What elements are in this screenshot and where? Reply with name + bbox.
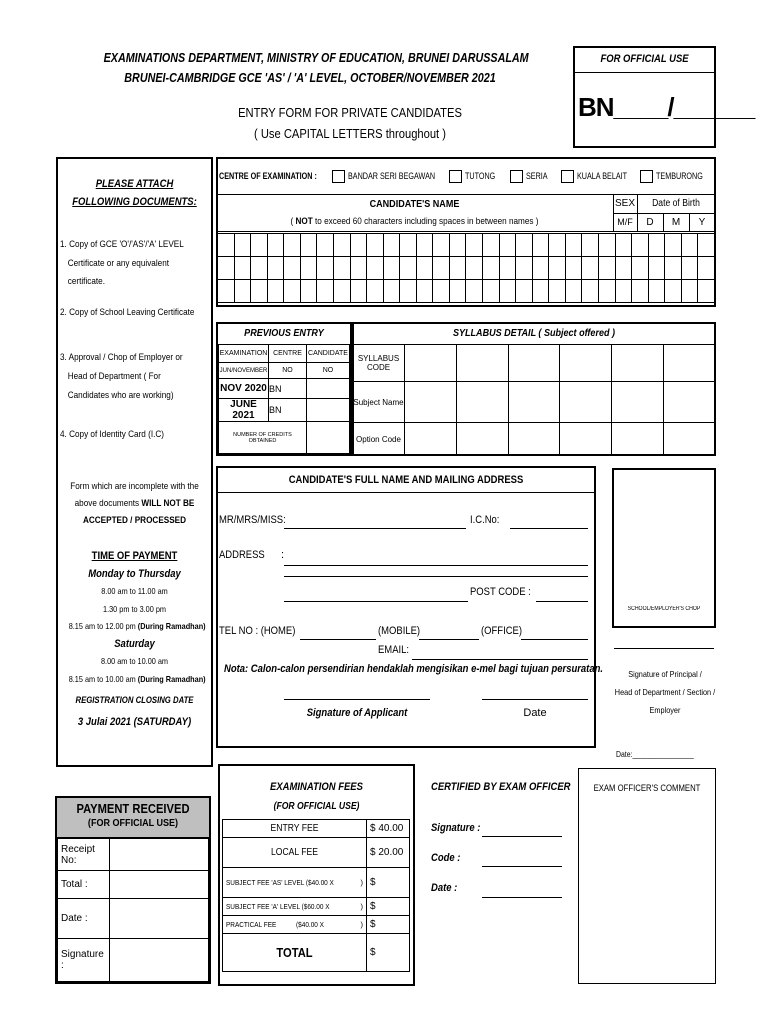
name-char-cell[interactable] [383,257,400,280]
employer-chop-box[interactable] [612,468,716,628]
name-char-cell[interactable] [416,280,433,303]
syllabus-cell[interactable] [612,382,664,423]
name-char-cell[interactable] [532,234,549,257]
name-char-cell[interactable] [350,234,367,257]
exam-officer-comment-box[interactable] [578,768,716,984]
pe-cand2[interactable] [307,399,350,422]
name-char-cell[interactable] [433,280,450,303]
candidate-name-title: CANDIDATE'S NAME [369,198,460,210]
address-colon: : [281,549,285,561]
local-fee-label: LOCAL FEE [223,838,367,868]
as-fee-label: SUBJECT FEE 'AS' LEVEL ($40.00 X ) [223,868,367,898]
candidate-name-note: ( NOT to exceed 60 characters including spaces in between names ) [290,216,539,227]
name-char-cell[interactable] [648,234,665,257]
name-char-cell[interactable] [300,257,317,280]
pe-bn2: BN [269,399,307,422]
name-char-cell[interactable] [284,280,301,303]
name-char-cell[interactable] [499,234,516,257]
name-char-cell[interactable] [632,234,649,257]
attach-doc3: 3. Approval / Chop of Employer or Head of Department ( For Candidates who are working) [60,352,183,401]
total-label: Total : [58,871,110,899]
ic-line[interactable] [510,528,588,529]
fees-subtitle: (FOR OFFICIAL USE) [273,801,360,812]
name-char-cell[interactable] [350,257,367,280]
tel-mobile-label: (MOBILE) [378,625,421,637]
fees-title: EXAMINATION FEES [270,781,363,793]
syllabus-cell[interactable] [612,345,664,382]
applicant-date-line[interactable] [482,699,588,700]
name-char-cell[interactable] [565,280,582,303]
name-char-cell[interactable] [665,234,682,257]
name-char-cell[interactable] [416,257,433,280]
name-char-cell[interactable] [449,280,466,303]
syllabus-title: SYLLABUS DETAIL ( Subject offered ) [452,327,616,339]
name-char-cell[interactable] [218,257,235,280]
pe-col1-a: EXAMINATION [219,345,269,363]
principal-signature-label: Signature of Principal / Head of Department / Section / Employer [614,669,716,715]
name-char-cell[interactable] [367,257,384,280]
name-char-cell[interactable] [433,257,450,280]
name-char-cell[interactable] [400,280,417,303]
name-char-cell[interactable] [449,257,466,280]
name-char-cell[interactable] [234,280,251,303]
name-char-cell[interactable] [598,280,615,303]
email-label: EMAIL: [378,644,410,656]
signature-label: Signature : [58,939,110,982]
name-char-cell[interactable] [565,257,582,280]
name-char-cell[interactable] [499,280,516,303]
name-char-cell[interactable] [516,257,533,280]
name-char-cell[interactable] [333,257,350,280]
syllabus-cell[interactable] [508,382,560,423]
syllabus-cell[interactable] [456,382,508,423]
name-char-cell[interactable] [400,234,417,257]
signature-value[interactable] [110,939,209,982]
syllabus-row-label: SYLLABUS CODE [353,345,405,382]
name-char-cell[interactable] [681,234,698,257]
name-char-cell[interactable] [383,280,400,303]
tel-office-label: (OFFICE) [481,625,522,637]
name-char-cell[interactable] [582,257,599,280]
name-char-cell[interactable] [367,234,384,257]
email-line[interactable] [412,659,588,660]
syllabus-cell[interactable] [664,423,716,456]
total-fee-label: TOTAL [223,934,367,972]
postcode-label: POST CODE : [470,586,531,598]
name-char-cell[interactable] [665,280,682,303]
centre-row: CENTRE OF EXAMINATION : BANDAR SERI BEGAWAN TUTONG SERIA KUALA BELAIT TEMBURONG [219,170,715,183]
receipt-no-value[interactable] [110,839,209,871]
syllabus-cell[interactable] [456,423,508,456]
applicant-date-label: Date [523,707,547,719]
syllabus-cell[interactable] [405,423,457,456]
official-use-code[interactable]: BN____/______ [578,92,755,122]
name-char-cell[interactable] [416,234,433,257]
name-char-cell[interactable] [284,257,301,280]
name-char-cell[interactable] [251,234,268,257]
address-line1[interactable] [284,565,588,566]
attach-doc4: 4. Copy of Identity Card (I.C) [60,429,164,440]
payment-time: TIME OF PAYMENT Monday to Thursday 8.00 am to 11.00 am 1.30 pm to 3.00 pm 8.15 am to 12.00 pm (During Ramadhan) Saturday 8.00 am to 10.00 am 8.15 am to 10.00 am (During Ramadhan) REGISTRATION CLOSING DATE 3 Julai 2021 (SATURDAY) [68,550,206,728]
syllabus-cell[interactable] [612,423,664,456]
certified-code-line[interactable] [482,866,562,867]
name-char-cell[interactable] [598,257,615,280]
syllabus-cell[interactable] [405,382,457,423]
syllabus-row-label: Option Code [353,423,405,456]
dob-y: Y [698,217,706,228]
address-line2[interactable] [284,576,588,577]
name-char-cell[interactable] [317,280,334,303]
date-label: Date : [58,899,110,939]
name-char-cell[interactable] [433,234,450,257]
entry-fee-amount: $ 40.00 [367,820,410,838]
name-char-cell[interactable] [218,280,235,303]
postcode-line[interactable] [536,601,588,602]
certified-date-line[interactable] [482,897,562,898]
pe-cand1[interactable] [307,379,350,399]
total-fee-amount: $ [367,934,410,972]
name-char-cell[interactable] [549,234,566,257]
mailing-title: CANDIDATE'S FULL NAME AND MAILING ADDRESS [288,474,524,486]
total-value[interactable] [110,871,209,899]
syllabus-cell[interactable] [405,345,457,382]
name-char-cell[interactable] [582,280,599,303]
pe-col2-b: NO [269,363,307,379]
pe-col1-b: JUN/NOVEMBER [219,363,269,379]
name-char-cell[interactable] [234,234,251,257]
name-char-cell[interactable] [698,234,715,257]
exam-officer-comment-title: EXAM OFFICER'S COMMENT [593,783,701,793]
pe-col3-b: NO [307,363,350,379]
name-char-cell[interactable] [499,257,516,280]
name-char-cell[interactable] [317,257,334,280]
certified-signature-label: Signature : [431,822,481,834]
official-use-title: FOR OFFICIAL USE [600,53,689,65]
fees-table [222,819,410,972]
pe-credits-value[interactable] [307,422,350,454]
sex-label: SEX [614,198,635,209]
syllabus-cell[interactable] [456,345,508,382]
attach-title: PLEASE ATTACH [95,178,174,190]
name-line[interactable] [284,528,466,529]
centre-checkbox-kuala-belait[interactable] [561,170,574,183]
name-char-cell[interactable] [665,257,682,280]
name-char-cell[interactable] [251,280,268,303]
employer-date[interactable]: Date:________________ [616,750,694,759]
pe-row2: JUNE 2021 [219,399,269,422]
name-char-cell[interactable] [516,280,533,303]
tel-home-label: TEL NO : (HOME) [219,625,296,637]
dob-m: M [671,217,681,228]
name-char-cell[interactable] [483,257,500,280]
previous-entry-table [218,344,350,454]
name-char-cell[interactable] [400,257,417,280]
tel-office-line[interactable] [521,639,588,640]
pe-col3-a: CANDIDATE [307,345,350,363]
name-char-cell[interactable] [532,280,549,303]
payment-received-table [57,838,209,982]
entry-fee-label: ENTRY FEE [223,820,367,838]
centre-checkbox-bsb[interactable] [332,170,345,183]
name-char-cell[interactable] [681,257,698,280]
name-char-cell[interactable] [549,257,566,280]
name-char-cell[interactable] [582,234,599,257]
mailing-note: Nota: Calon-calon persendirian hendaklah mengisikan e-mel bagi tujuan persuratan. [224,663,604,675]
address-line3[interactable] [284,601,468,602]
name-char-cell[interactable] [300,234,317,257]
a-fee-amount: $ [367,898,410,916]
ic-label: I.C.No: [470,514,500,526]
header-line2: BRUNEI-CAMBRIDGE GCE 'AS' / 'A' LEVEL, OCTOBER/NOVEMBER 2021 [124,71,496,85]
tel-mobile-line[interactable] [419,639,479,640]
pe-col2-a: CENTRE [269,345,307,363]
centre-checkbox-seria[interactable] [510,170,523,183]
name-char-grid[interactable] [217,233,715,303]
name-char-cell[interactable] [483,280,500,303]
name-char-cell[interactable] [267,234,284,257]
practical-fee-label: PRACTICAL FEE ($40.00 X ) [223,916,367,934]
name-char-cell[interactable] [648,280,665,303]
syllabus-cell[interactable] [560,382,612,423]
local-fee-amount: $ 20.00 [367,838,410,868]
name-char-cell[interactable] [516,234,533,257]
date-value[interactable] [110,899,209,939]
payment-received-header: PAYMENT RECEIVED (FOR OFFICIAL USE) [57,798,209,838]
attach-doc1: 1. Copy of GCE 'O'/'AS'/'A' LEVEL Certificate or any equivalent certificate. [60,239,184,287]
name-char-cell[interactable] [483,234,500,257]
mr-label: MR/MRS/MISS: [219,514,286,526]
previous-entry-title: PREVIOUS ENTRY [244,327,324,339]
dob-label: Date of Birth [652,198,700,209]
applicant-signature-label: Signature of Applicant [306,707,408,719]
name-char-cell[interactable] [466,280,483,303]
certified-date-label: Date : [431,882,458,894]
practical-fee-amount: $ [367,916,410,934]
name-char-cell[interactable] [598,234,615,257]
tel-home-line[interactable] [300,639,376,640]
name-char-cell[interactable] [267,280,284,303]
name-char-cell[interactable] [698,257,715,280]
name-char-cell[interactable] [267,257,284,280]
name-char-cell[interactable] [449,234,466,257]
name-char-cell[interactable] [234,257,251,280]
certified-code-label: Code : [431,852,461,864]
name-char-cell[interactable] [466,257,483,280]
name-char-cell[interactable] [350,280,367,303]
name-char-cell[interactable] [383,234,400,257]
name-char-cell[interactable] [317,234,334,257]
syllabus-cell[interactable] [560,423,612,456]
name-char-cell[interactable] [615,257,632,280]
name-char-cell[interactable] [333,234,350,257]
syllabus-row-label: Subject Name [353,382,405,423]
syllabus-cell[interactable] [560,345,612,382]
name-char-cell[interactable] [549,280,566,303]
address-label: ADDRESS [219,549,265,561]
pe-credits: NUMBER OF CREDITS OBTAINED [219,422,307,454]
syllabus-cell[interactable] [508,423,560,456]
name-char-cell[interactable] [218,234,235,257]
name-char-cell[interactable] [532,257,549,280]
certified-signature-line[interactable] [482,836,562,837]
centre-checkbox-temburong[interactable] [640,170,653,183]
pe-row1: NOV 2020 [219,379,269,399]
dob-d: D [646,217,654,228]
centre-checkbox-tutong[interactable] [449,170,462,183]
a-fee-label: SUBJECT FEE 'A' LEVEL ($60.00 X ) [223,898,367,916]
attach-warning: Form which are incomplete with the above documents WILL NOT BE ACCEPTED / PROCESSED [70,481,199,526]
name-char-cell[interactable] [632,257,649,280]
name-char-cell[interactable] [648,257,665,280]
form-subtitle: ( Use CAPITAL LETTERS throughout ) [254,126,446,141]
syllabus-cell[interactable] [664,345,716,382]
name-char-cell[interactable] [284,234,301,257]
certified-title: CERTIFIED BY EXAM OFFICER [431,781,571,793]
mf-label: M/F [617,217,633,227]
name-char-cell[interactable] [615,234,632,257]
name-char-cell[interactable] [632,280,649,303]
attach-doc2: 2. Copy of School Leaving Certificate [60,307,195,318]
name-char-cell[interactable] [333,280,350,303]
principal-signature-line[interactable] [614,648,714,649]
name-char-cell[interactable] [681,280,698,303]
name-char-cell[interactable] [565,234,582,257]
name-char-cell[interactable] [698,280,715,303]
name-char-cell[interactable] [466,234,483,257]
form-title: ENTRY FORM FOR PRIVATE CANDIDATES [238,105,462,120]
name-char-cell[interactable] [615,280,632,303]
name-char-cell[interactable] [251,257,268,280]
receipt-no-label: Receipt No: [58,839,110,871]
syllabus-table [352,344,716,456]
syllabus-cell[interactable] [508,345,560,382]
header-line1: EXAMINATIONS DEPARTMENT, MINISTRY OF EDUCATION, BRUNEI DARUSSALAM [103,51,529,65]
name-char-cell[interactable] [300,280,317,303]
pe-bn1: BN [269,379,307,399]
attach-title2: FOLLOWING DOCUMENTS: [72,196,197,208]
employer-chop-label: SCHOOL/EMPLOYER'S CHOP [627,606,701,612]
applicant-signature-line[interactable] [284,699,430,700]
name-char-cell[interactable] [367,280,384,303]
as-fee-amount: $ [367,868,410,898]
syllabus-cell[interactable] [664,382,716,423]
mailing-box [216,466,596,748]
